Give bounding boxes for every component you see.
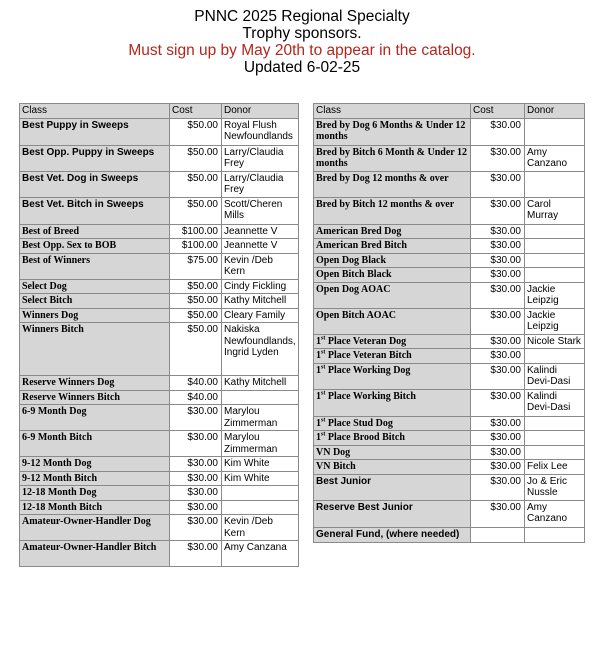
class-cell: Best Junior: [314, 474, 471, 500]
cost-cell: $30.00: [471, 239, 525, 254]
table-row: [20, 253, 299, 279]
donor-cell: Kevin /Deb Kern: [222, 253, 299, 279]
cost-cell: $40.00: [170, 390, 222, 405]
class-cell: 6-9 Month Bitch: [20, 431, 170, 457]
cost-cell: $30.00: [471, 460, 525, 475]
table-row: [20, 405, 299, 431]
table-row: [20, 279, 299, 294]
cost-cell: $30.00: [471, 224, 525, 239]
table-row: [314, 197, 585, 224]
table-row: [20, 431, 299, 457]
class-cell: Winners Dog: [20, 308, 170, 323]
table-row: [314, 527, 585, 542]
donor-cell: [525, 416, 585, 431]
cost-column-header: Cost: [170, 104, 222, 119]
table-row: [314, 282, 585, 308]
cost-cell: $30.00: [170, 457, 222, 472]
class-cell: American Bred Bitch: [314, 239, 471, 254]
class-cell: Best of Winners: [20, 253, 170, 279]
donor-cell: Jeannette V: [222, 224, 299, 239]
donor-cell: [525, 527, 585, 542]
table-row: [314, 416, 585, 431]
donor-column-header: Donor: [525, 104, 585, 119]
table-header-row: [314, 104, 585, 119]
class-cell: Best Opp. Sex to BOB: [20, 239, 170, 254]
class-cell: 1st Place Veteran Bitch: [314, 349, 471, 364]
subtitle: Trophy sponsors.: [242, 25, 362, 42]
updated-date: Updated 6-02-25: [243, 59, 361, 76]
donor-cell: Carol Murray: [525, 197, 585, 224]
cost-cell: $30.00: [471, 334, 525, 349]
cost-cell: $30.00: [170, 515, 222, 541]
cost-cell: $30.00: [471, 268, 525, 283]
class-cell: Open Bitch Black: [314, 268, 471, 283]
donor-cell: [222, 486, 299, 501]
class-cell: 12-18 Month Dog: [20, 486, 170, 501]
class-cell: Bred by Dog 6 Months & Under 12 months: [314, 118, 471, 145]
table-header-row: [20, 104, 299, 119]
cost-cell: $50.00: [170, 118, 222, 145]
cost-cell: $30.00: [471, 431, 525, 446]
cost-cell: $50.00: [170, 279, 222, 294]
cost-cell: $50.00: [170, 197, 222, 224]
class-cell: Bred by Bitch 12 months & over: [314, 197, 471, 224]
class-cell: Winners Bitch: [20, 323, 170, 376]
cost-cell: $30.00: [471, 308, 525, 334]
class-cell: Best of Breed: [20, 224, 170, 239]
donor-cell: Nicole Stark: [525, 334, 585, 349]
cost-cell: $75.00: [170, 253, 222, 279]
class-cell: Open Dog Black: [314, 253, 471, 268]
donor-cell: [525, 224, 585, 239]
class-cell: Amateur-Owner-Handler Dog: [20, 515, 170, 541]
table-row: [20, 500, 299, 515]
table-row: [20, 376, 299, 391]
cost-cell: $50.00: [170, 171, 222, 197]
donor-cell: Jackie Leipzig: [525, 282, 585, 308]
cost-cell: $30.00: [471, 118, 525, 145]
table-row: [314, 349, 585, 364]
donor-column-header: Donor: [222, 104, 299, 119]
table-row: [314, 268, 585, 283]
donor-cell: Kathy Mitchell: [222, 376, 299, 391]
class-cell: Select Bitch: [20, 294, 170, 309]
donor-cell: [525, 431, 585, 446]
donor-cell: Marylou Zimmerman: [222, 431, 299, 457]
table-row: [20, 515, 299, 541]
table-row: [314, 239, 585, 254]
cost-cell: $30.00: [170, 471, 222, 486]
table-row: [314, 334, 585, 349]
class-cell: Select Dog: [20, 279, 170, 294]
class-cell: 1st Place Stud Dog: [314, 416, 471, 431]
donor-cell: Amy Canzano: [525, 500, 585, 527]
cost-column-header: Cost: [471, 104, 525, 119]
table-row: [314, 363, 585, 389]
cost-cell: $30.00: [471, 416, 525, 431]
cost-cell: $30.00: [471, 282, 525, 308]
table-row: [20, 323, 299, 376]
donor-cell: Kalindi Devi-Dasi: [525, 389, 585, 416]
table-row: [20, 145, 299, 171]
class-cell: 9-12 Month Bitch: [20, 471, 170, 486]
cost-cell: $50.00: [170, 308, 222, 323]
class-cell: American Bred Dog: [314, 224, 471, 239]
cost-cell: $40.00: [170, 376, 222, 391]
donor-cell: Kim White: [222, 471, 299, 486]
cost-cell: $30.00: [170, 541, 222, 567]
donor-cell: [525, 445, 585, 460]
donor-cell: Nakiska Newfoundlands, Ingrid Lyden: [222, 323, 299, 376]
donor-cell: Kathy Mitchell: [222, 294, 299, 309]
class-cell: 9-12 Month Dog: [20, 457, 170, 472]
donor-cell: Cleary Family: [222, 308, 299, 323]
class-cell: General Fund, (where needed): [314, 527, 471, 542]
table-row: [314, 389, 585, 416]
table-row: [20, 171, 299, 197]
class-cell: Open Bitch AOAC: [314, 308, 471, 334]
donor-cell: [525, 253, 585, 268]
table-row: [314, 145, 585, 171]
cost-cell: $30.00: [471, 363, 525, 389]
class-cell: Best Opp. Puppy in Sweeps: [20, 145, 170, 171]
right-sponsor-table: [313, 103, 585, 543]
cost-cell: $50.00: [170, 323, 222, 376]
class-cell: Reserve Winners Dog: [20, 376, 170, 391]
cost-cell: $30.00: [471, 500, 525, 527]
class-cell: 1st Place Brood Bitch: [314, 431, 471, 446]
donor-cell: Amy Canzana: [222, 541, 299, 567]
deadline-notice: Must sign up by May 20th to appear in the catalog.: [128, 42, 476, 59]
class-cell: Bred by Bitch 6 Month & Under 12 months: [314, 145, 471, 171]
class-cell: Bred by Dog 12 months & over: [314, 171, 471, 197]
cost-cell: $30.00: [471, 474, 525, 500]
table-row: [20, 294, 299, 309]
donor-cell: Royal Flush Newfoundlands: [222, 118, 299, 145]
table-row: [314, 500, 585, 527]
donor-cell: Kalindi Devi-Dasi: [525, 363, 585, 389]
cost-cell: $30.00: [471, 145, 525, 171]
document-header: [0, 8, 604, 76]
class-cell: 6-9 Month Dog: [20, 405, 170, 431]
donor-cell: [525, 171, 585, 197]
table-row: [314, 308, 585, 334]
donor-cell: [525, 268, 585, 283]
class-cell: 1st Place Working Dog: [314, 363, 471, 389]
donor-cell: [222, 500, 299, 515]
donor-cell: [525, 239, 585, 254]
table-row: [314, 253, 585, 268]
cost-cell: [471, 527, 525, 542]
cost-cell: $30.00: [471, 171, 525, 197]
class-cell: Best Vet. Bitch in Sweeps: [20, 197, 170, 224]
cost-cell: $30.00: [471, 197, 525, 224]
table-row: [20, 390, 299, 405]
table-row: [20, 239, 299, 254]
donor-cell: Jo & Eric Nussle: [525, 474, 585, 500]
table-row: [20, 486, 299, 501]
donor-cell: Kevin /Deb Kern: [222, 515, 299, 541]
donor-cell: Felix Lee: [525, 460, 585, 475]
class-cell: 1st Place Veteran Dog: [314, 334, 471, 349]
table-row: [314, 224, 585, 239]
class-cell: Open Dog AOAC: [314, 282, 471, 308]
class-cell: Best Vet. Dog in Sweeps: [20, 171, 170, 197]
table-row: [20, 118, 299, 145]
left-sponsor-table: [19, 103, 299, 567]
donor-cell: Larry/Claudia Frey: [222, 171, 299, 197]
donor-cell: Jeannette V: [222, 239, 299, 254]
table-row: [20, 457, 299, 472]
cost-cell: $30.00: [170, 486, 222, 501]
table-row: [314, 431, 585, 446]
class-cell: 1st Place Working Bitch: [314, 389, 471, 416]
donor-cell: [525, 349, 585, 364]
class-cell: Reserve Best Junior: [314, 500, 471, 527]
cost-cell: $30.00: [471, 349, 525, 364]
cost-cell: $50.00: [170, 294, 222, 309]
cost-cell: $100.00: [170, 224, 222, 239]
donor-cell: Marylou Zimmerman: [222, 405, 299, 431]
cost-cell: $30.00: [170, 431, 222, 457]
donor-cell: Larry/Claudia Frey: [222, 145, 299, 171]
class-cell: Best Puppy in Sweeps: [20, 118, 170, 145]
table-row: [20, 471, 299, 486]
class-cell: Amateur-Owner-Handler Bitch: [20, 541, 170, 567]
class-cell: Reserve Winners Bitch: [20, 390, 170, 405]
class-cell: VN Dog: [314, 445, 471, 460]
cost-cell: $50.00: [170, 145, 222, 171]
title: PNNC 2025 Regional Specialty: [194, 8, 410, 25]
table-row: [314, 460, 585, 475]
cost-cell: $30.00: [471, 253, 525, 268]
donor-cell: Amy Canzano: [525, 145, 585, 171]
table-row: [314, 445, 585, 460]
table-row: [314, 118, 585, 145]
donor-cell: Kim White: [222, 457, 299, 472]
donor-cell: [222, 390, 299, 405]
cost-cell: $30.00: [170, 405, 222, 431]
donor-cell: [525, 118, 585, 145]
table-row: [20, 197, 299, 224]
cost-cell: $30.00: [170, 500, 222, 515]
cost-cell: $100.00: [170, 239, 222, 254]
table-row: [314, 171, 585, 197]
table-row: [314, 474, 585, 500]
class-column-header: Class: [20, 104, 170, 119]
cost-cell: $30.00: [471, 389, 525, 416]
table-row: [20, 308, 299, 323]
donor-cell: Jackie Leipzig: [525, 308, 585, 334]
donor-cell: Cindy Fickling: [222, 279, 299, 294]
class-cell: VN Bitch: [314, 460, 471, 475]
class-cell: 12-18 Month Bitch: [20, 500, 170, 515]
table-row: [20, 224, 299, 239]
table-row: [20, 541, 299, 567]
class-column-header: Class: [314, 104, 471, 119]
donor-cell: Scott/Cheren Mills: [222, 197, 299, 224]
cost-cell: $30.00: [471, 445, 525, 460]
